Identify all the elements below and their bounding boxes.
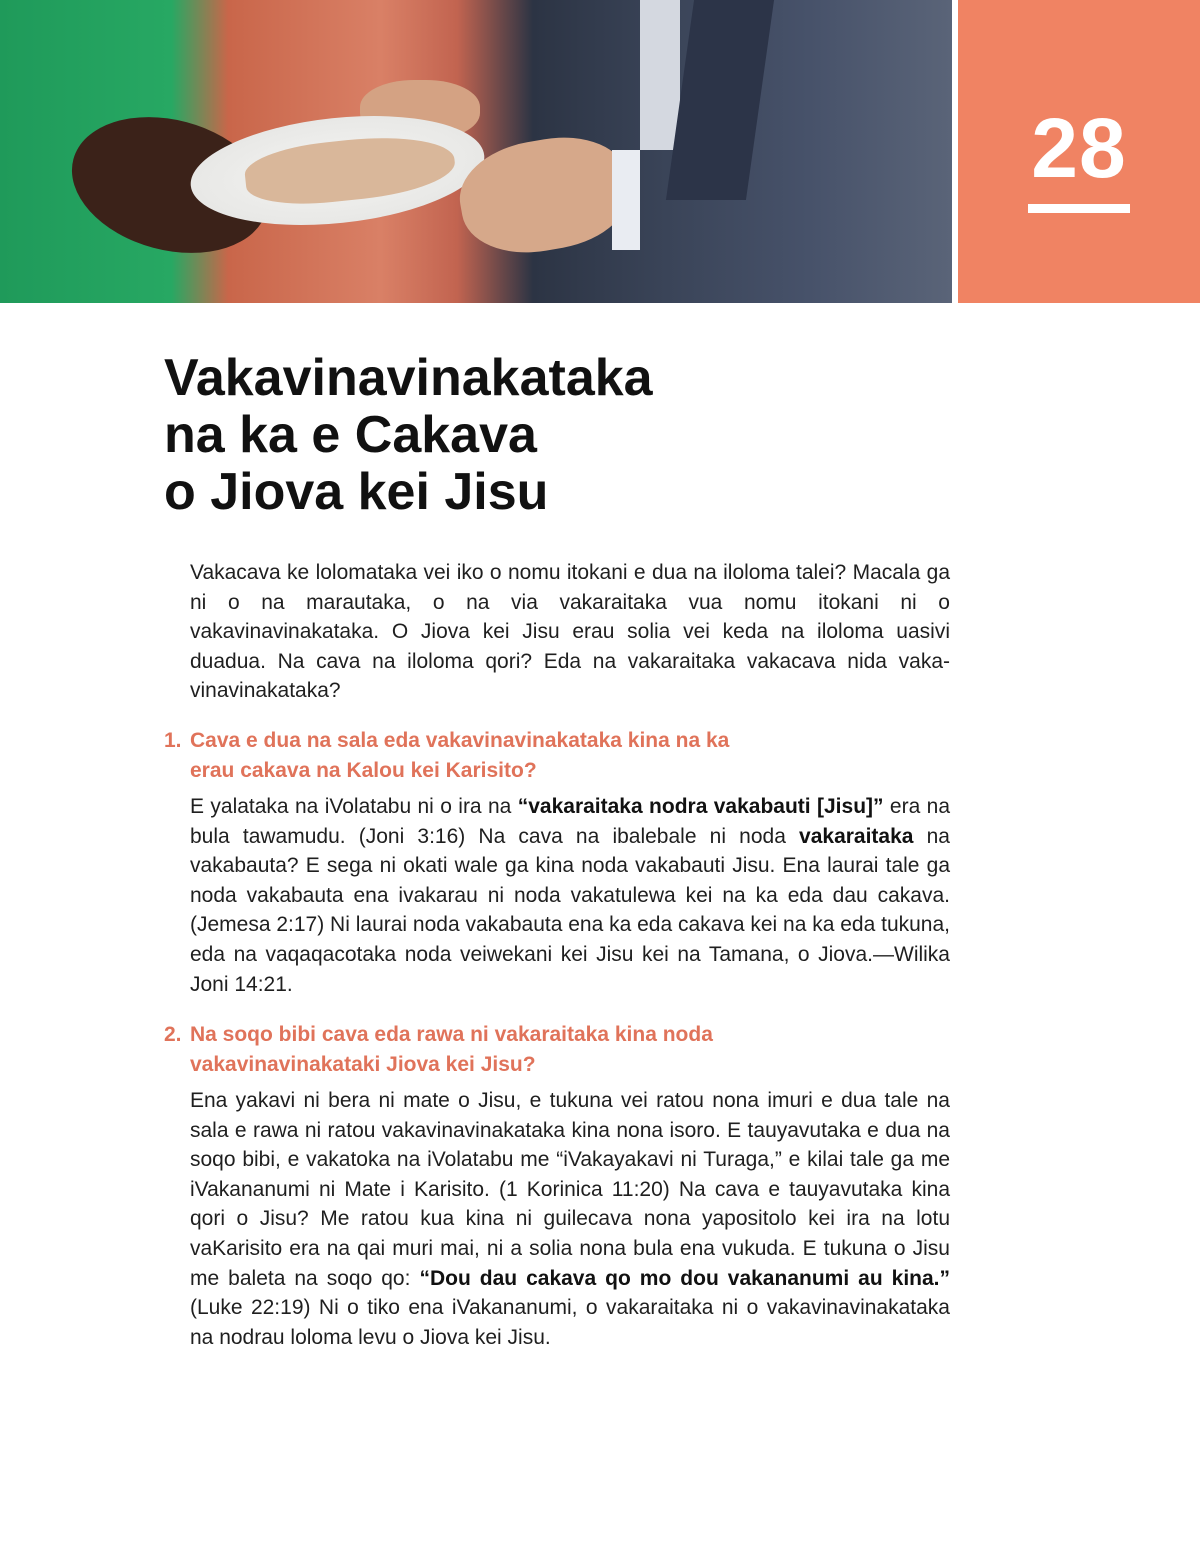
title-line: Vakavinavinakataka — [164, 349, 653, 407]
lesson-number-underline — [1028, 204, 1130, 213]
body-text: era na bula tawamudu. (Joni 3:16) Na cava na ibalebale ni noda — [190, 795, 950, 848]
body-text: (Luke 22:19) Ni o tiko ena iVakananumi, o vakaraitaka ni o vakavinavinakataka na nodrau loloma levu o Jiova kei Jisu. — [190, 1296, 950, 1349]
lesson-number: 28 — [1031, 101, 1127, 195]
page-title — [164, 350, 653, 521]
title-line: o Jiova kei Jisu — [164, 463, 549, 521]
photo-shirt — [640, 0, 680, 150]
question-line: vakavinavinakataki Jiova kei Jisu? — [190, 1052, 536, 1076]
question-line: Cava e dua na sala eda vakavinavinakataka kina na ka — [190, 729, 730, 752]
body-text: na vakabauta? E sega ni okati wale ga kina noda vakabauti Jisu. Ena laurai tale ga noda vakabauta ena ivakarau ni noda vakatulewa kei na ka eda dau cakava. (Jemesa 2:17) Ni laurai noda vakabauta ena ka eda cakava kei na ka eda tukuna, eda na vaqaqacotaka noda veiwekani kei Jisu kei na Tamana, o Jiova.—Wilika Joni 14:21. — [190, 824, 950, 996]
question-number: 1. — [164, 729, 182, 752]
bold-text: “Dou dau cakava qo mo dou vakananumi au kina.” — [419, 1266, 951, 1290]
section-question — [164, 1020, 924, 1079]
header-photo — [0, 0, 952, 303]
lesson-number-badge — [958, 0, 1200, 303]
photo-tie — [666, 0, 774, 200]
section-question — [164, 726, 924, 785]
section-body — [190, 792, 950, 999]
bold-text: “vakaraitaka nodra vakabauti [Jisu]” — [517, 795, 884, 818]
section-body — [190, 1086, 950, 1352]
question-line: Na soqo bibi cava eda rawa ni vakaraitaka kina noda — [190, 1023, 713, 1046]
photo-cuff — [612, 150, 640, 250]
question-line: erau cakava na Kalou kei Karisito? — [190, 758, 537, 782]
bold-text: vakaraitaka — [799, 824, 914, 848]
body-text: Ena yakavi ni bera ni mate o Jisu, e tukuna vei ratou nona imuri e dua tale na sala e rawa ni ratou vakavinavinakataka kina nona isoro. E tauyavutaka e dua na soqo bibi, e vakatoka na iVolatabu me “iVakayakavi ni Turaga,” e kilai tale ga me iVakananumi ni Mate i Karisito. (1 Korinica 11:20) Na cava e tauyavutaka kina qori o Jisu? Me ratou kua kina ni guilecava nona yapositolo kei ira na lotu vaKarisito era na qai muri mai, ni a solia nona bula ena vukuda. E tukuna o Jisu me baleta na soqo qo: — [190, 1089, 950, 1290]
title-line: na ka e Cakava — [164, 406, 537, 464]
intro-paragraph: Vakacava ke lolomataka vei iko o nomu itokani e dua na iloloma talei? Macala ga ni o na marautaka, o na via vakaraitaka vua nomu itokani ni o vakavinavinakataka. O Jiova kei Jisu erau solia vei keda na iloloma uasivi duadua. Na cava na iloloma qori? Eda na vakaraitaka vakacava nida vakavinavinakataka? — [190, 561, 950, 703]
question-number: 2. — [164, 1023, 182, 1046]
body-text: E yalataka na iVolatabu ni o ira na — [190, 795, 518, 818]
